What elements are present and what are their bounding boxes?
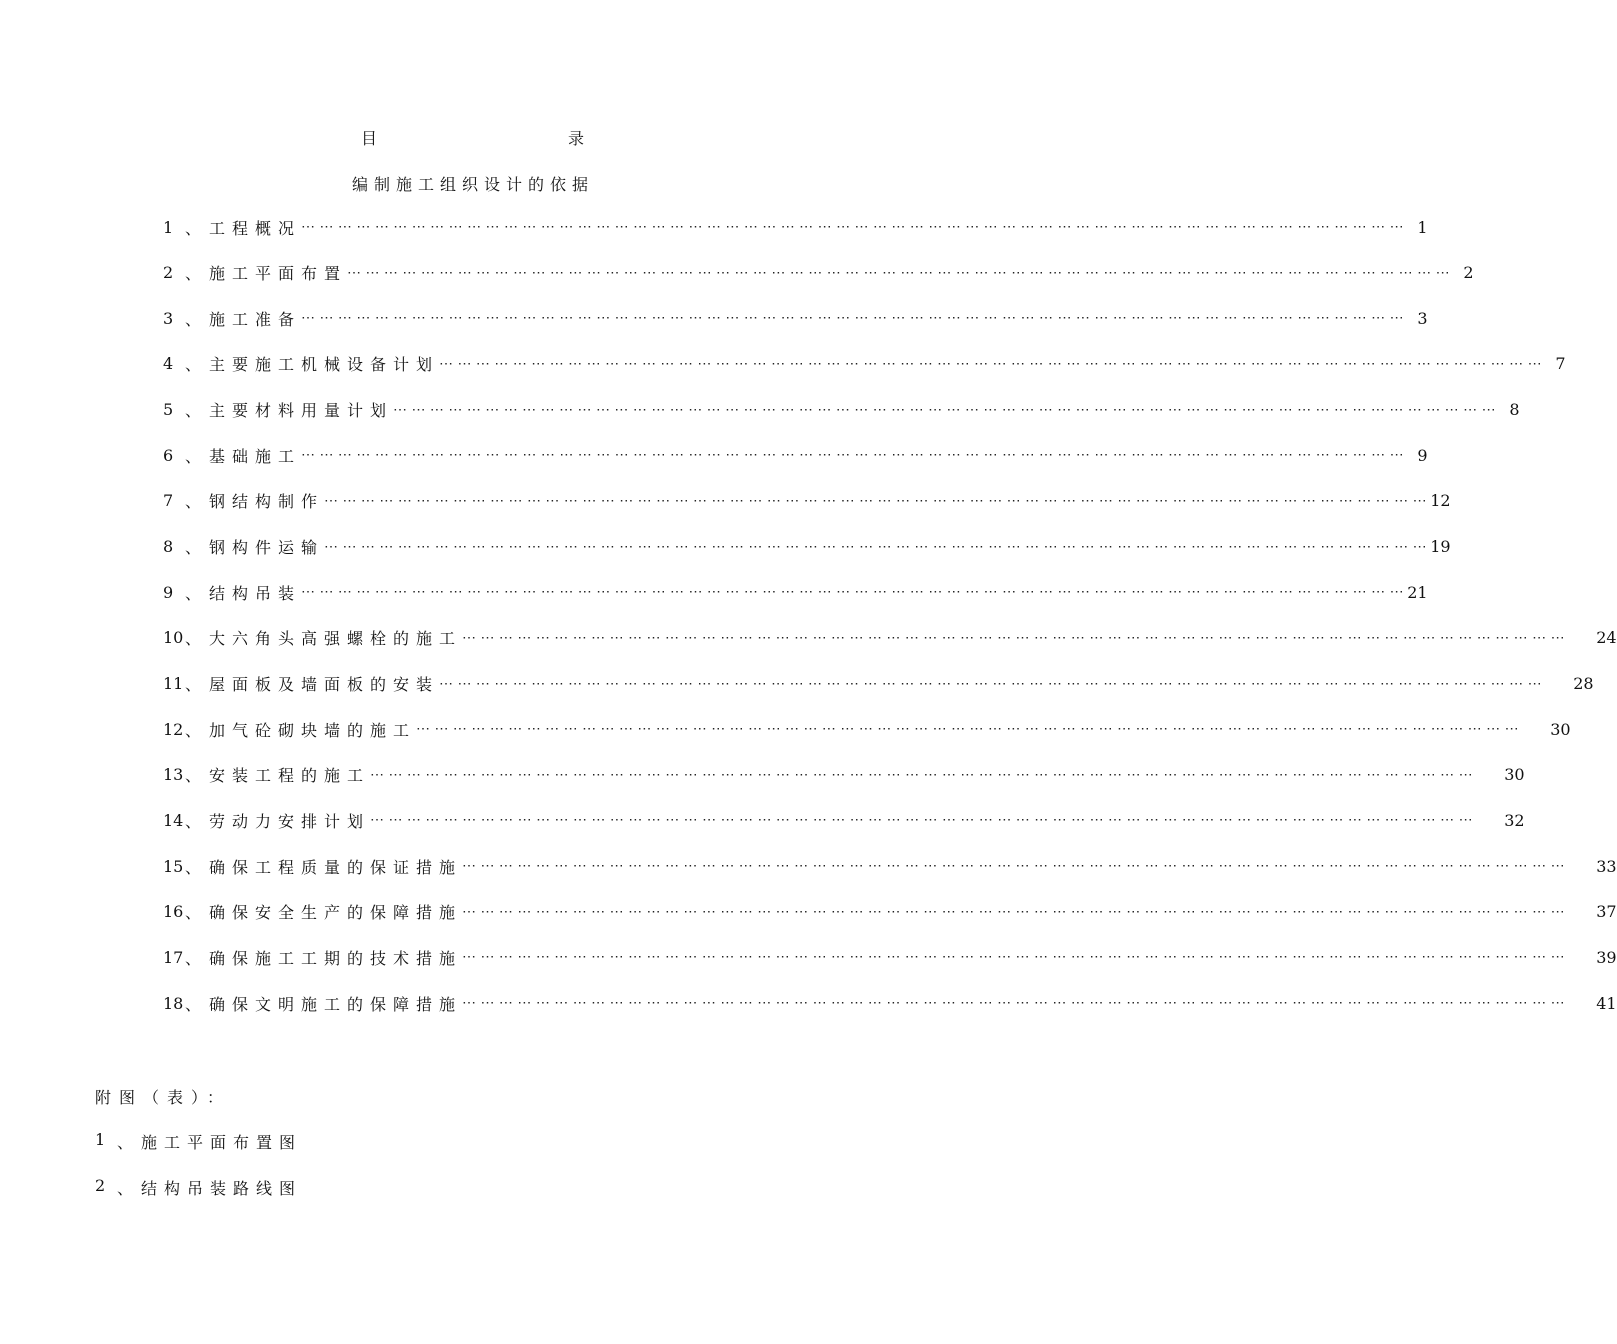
toc-entry-title: 确保文明施工的保障措施 xyxy=(209,994,463,1014)
toc-entry-title: 确保工程质量的保证措施 xyxy=(209,857,463,877)
toc-entry-page: 33 xyxy=(1596,856,1617,876)
toc-entry-separator: 、 xyxy=(185,355,202,375)
toc-entry xyxy=(163,489,1451,513)
toc-entry-page: 39 xyxy=(1596,947,1617,967)
toc-entry-number: 3 xyxy=(163,308,174,328)
toc-entry-separator: 、 xyxy=(185,583,202,603)
toc-dot-leader: ⋯ ⋯ ⋯ ⋯ ⋯ ⋯ ⋯ ⋯ ⋯ ⋯ ⋯ ⋯ ⋯ ⋯ ⋯ ⋯ ⋯ ⋯ ⋯ ⋯ ⋯ ⋯ ⋯ ⋯ ⋯ ⋯ ⋯ ⋯ ⋯ ⋯ ⋯ ⋯ ⋯ ⋯ ⋯ ⋯ ⋯ ⋯ ⋯ ⋯ ⋯ ⋯ ⋯ ⋯ ⋯ ⋯ ⋯ ⋯ ⋯ ⋯ ⋯ ⋯ ⋯ ⋯ ⋯ ⋯ ⋯ ⋯ ⋯ ⋯ xyxy=(370,812,1473,829)
toc-entry xyxy=(163,808,1525,832)
toc-entry-number: 9 xyxy=(163,582,174,602)
appendix-item xyxy=(95,1176,302,1199)
toc-entry-number: 8 xyxy=(163,537,174,557)
toc-entry-page: 3 xyxy=(1417,308,1428,328)
toc-entry-number: 4 xyxy=(163,354,174,374)
toc-dot-leader: ⋯ ⋯ ⋯ ⋯ ⋯ ⋯ ⋯ ⋯ ⋯ ⋯ ⋯ ⋯ ⋯ ⋯ ⋯ ⋯ ⋯ ⋯ ⋯ ⋯ ⋯ ⋯ ⋯ ⋯ ⋯ ⋯ ⋯ ⋯ ⋯ ⋯ ⋯ ⋯ ⋯ ⋯ ⋯ ⋯ ⋯ ⋯ ⋯ ⋯ ⋯ ⋯ ⋯ ⋯ ⋯ ⋯ ⋯ ⋯ ⋯ ⋯ ⋯ ⋯ ⋯ ⋯ ⋯ ⋯ ⋯ ⋯ ⋯ ⋯ xyxy=(462,995,1565,1012)
toc-entry xyxy=(163,672,1594,696)
toc-entry-page: 1 xyxy=(1417,217,1428,237)
toc-entry-title: 劳动力安排计划 xyxy=(209,811,371,831)
toc-entry-page: 19 xyxy=(1430,537,1451,557)
toc-entry xyxy=(163,991,1617,1015)
toc-dot-leader: ⋯ ⋯ ⋯ ⋯ ⋯ ⋯ ⋯ ⋯ ⋯ ⋯ ⋯ ⋯ ⋯ ⋯ ⋯ ⋯ ⋯ ⋯ ⋯ ⋯ ⋯ ⋯ ⋯ ⋯ ⋯ ⋯ ⋯ ⋯ ⋯ ⋯ ⋯ ⋯ ⋯ ⋯ ⋯ ⋯ ⋯ ⋯ ⋯ ⋯ ⋯ ⋯ ⋯ ⋯ ⋯ ⋯ ⋯ ⋯ ⋯ ⋯ ⋯ ⋯ ⋯ ⋯ ⋯ ⋯ ⋯ ⋯ ⋯ ⋯ xyxy=(462,903,1565,920)
toc-entry xyxy=(163,945,1617,969)
toc-subtitle: 编制施工组织设计的依据 xyxy=(351,175,594,194)
toc-entry xyxy=(163,215,1428,239)
toc-entry-separator: 、 xyxy=(185,811,202,831)
toc-dot-leader: ⋯ ⋯ ⋯ ⋯ ⋯ ⋯ ⋯ ⋯ ⋯ ⋯ ⋯ ⋯ ⋯ ⋯ ⋯ ⋯ ⋯ ⋯ ⋯ ⋯ ⋯ ⋯ ⋯ ⋯ ⋯ ⋯ ⋯ ⋯ ⋯ ⋯ ⋯ ⋯ ⋯ ⋯ ⋯ ⋯ ⋯ ⋯ ⋯ ⋯ ⋯ ⋯ ⋯ ⋯ ⋯ ⋯ ⋯ ⋯ ⋯ ⋯ ⋯ ⋯ ⋯ ⋯ ⋯ ⋯ ⋯ ⋯ ⋯ ⋯ xyxy=(347,264,1450,281)
appendix-item-title: 施工平面布置图 xyxy=(141,1133,303,1152)
toc-dot-leader: ⋯ ⋯ ⋯ ⋯ ⋯ ⋯ ⋯ ⋯ ⋯ ⋯ ⋯ ⋯ ⋯ ⋯ ⋯ ⋯ ⋯ ⋯ ⋯ ⋯ ⋯ ⋯ ⋯ ⋯ ⋯ ⋯ ⋯ ⋯ ⋯ ⋯ ⋯ ⋯ ⋯ ⋯ ⋯ ⋯ ⋯ ⋯ ⋯ ⋯ ⋯ ⋯ ⋯ ⋯ ⋯ ⋯ ⋯ ⋯ ⋯ ⋯ ⋯ ⋯ ⋯ ⋯ ⋯ ⋯ ⋯ ⋯ ⋯ ⋯ xyxy=(393,401,1496,418)
toc-entry-separator: 、 xyxy=(185,492,202,512)
toc-entry-number: 11 xyxy=(163,674,184,693)
toc-entry-page: 37 xyxy=(1596,902,1617,922)
appendix-item xyxy=(95,1130,302,1153)
toc-entry xyxy=(163,352,1566,376)
toc-entry-number: 10 xyxy=(163,628,184,648)
toc-entry-title: 主要材料用量计划 xyxy=(209,401,394,421)
toc-entry-number: 12 xyxy=(163,719,184,739)
appendix-item-separator: 、 xyxy=(117,1179,134,1198)
toc-entry-page: 8 xyxy=(1509,400,1520,420)
toc-entry xyxy=(163,717,1571,741)
toc-dot-leader: ⋯ ⋯ ⋯ ⋯ ⋯ ⋯ ⋯ ⋯ ⋯ ⋯ ⋯ ⋯ ⋯ ⋯ ⋯ ⋯ ⋯ ⋯ ⋯ ⋯ ⋯ ⋯ ⋯ ⋯ ⋯ ⋯ ⋯ ⋯ ⋯ ⋯ ⋯ ⋯ ⋯ ⋯ ⋯ ⋯ ⋯ ⋯ ⋯ ⋯ ⋯ ⋯ ⋯ ⋯ ⋯ ⋯ ⋯ ⋯ ⋯ ⋯ ⋯ ⋯ ⋯ ⋯ ⋯ ⋯ ⋯ ⋯ ⋯ ⋯ xyxy=(301,310,1404,327)
toc-entry-title: 施工平面布置 xyxy=(209,264,348,284)
toc-entry-separator: 、 xyxy=(185,994,202,1014)
title-char-left: 目 xyxy=(361,129,378,148)
toc-entry-number: 14 xyxy=(163,810,184,830)
toc-entry-number: 15 xyxy=(163,856,184,876)
toc-entry-number: 17 xyxy=(163,947,184,967)
appendix-item-number: 2 xyxy=(95,1176,106,1195)
toc-entry xyxy=(163,626,1617,650)
appendix-item-number: 1 xyxy=(95,1130,106,1149)
toc-dot-leader: ⋯ ⋯ ⋯ ⋯ ⋯ ⋯ ⋯ ⋯ ⋯ ⋯ ⋯ ⋯ ⋯ ⋯ ⋯ ⋯ ⋯ ⋯ ⋯ ⋯ ⋯ ⋯ ⋯ ⋯ ⋯ ⋯ ⋯ ⋯ ⋯ ⋯ ⋯ ⋯ ⋯ ⋯ ⋯ ⋯ ⋯ ⋯ ⋯ ⋯ ⋯ ⋯ ⋯ ⋯ ⋯ ⋯ ⋯ ⋯ ⋯ ⋯ ⋯ ⋯ ⋯ ⋯ ⋯ ⋯ ⋯ ⋯ ⋯ ⋯ xyxy=(462,629,1565,646)
toc-entry-separator: 、 xyxy=(185,446,202,466)
toc-dot-leader: ⋯ ⋯ ⋯ ⋯ ⋯ ⋯ ⋯ ⋯ ⋯ ⋯ ⋯ ⋯ ⋯ ⋯ ⋯ ⋯ ⋯ ⋯ ⋯ ⋯ ⋯ ⋯ ⋯ ⋯ ⋯ ⋯ ⋯ ⋯ ⋯ ⋯ ⋯ ⋯ ⋯ ⋯ ⋯ ⋯ ⋯ ⋯ ⋯ ⋯ ⋯ ⋯ ⋯ ⋯ ⋯ ⋯ ⋯ ⋯ ⋯ ⋯ ⋯ ⋯ ⋯ ⋯ ⋯ ⋯ ⋯ ⋯ ⋯ ⋯ xyxy=(301,447,1404,464)
appendix-heading: 附图（表）： xyxy=(95,1088,232,1107)
toc-entry-separator: 、 xyxy=(185,720,202,740)
toc-entry-separator: 、 xyxy=(185,218,202,238)
toc-entry-separator: 、 xyxy=(185,948,202,968)
toc-entry-page: 41 xyxy=(1596,993,1617,1013)
title-char-right: 录 xyxy=(568,129,585,148)
toc-dot-leader: ⋯ ⋯ ⋯ ⋯ ⋯ ⋯ ⋯ ⋯ ⋯ ⋯ ⋯ ⋯ ⋯ ⋯ ⋯ ⋯ ⋯ ⋯ ⋯ ⋯ ⋯ ⋯ ⋯ ⋯ ⋯ ⋯ ⋯ ⋯ ⋯ ⋯ ⋯ ⋯ ⋯ ⋯ ⋯ ⋯ ⋯ ⋯ ⋯ ⋯ ⋯ ⋯ ⋯ ⋯ ⋯ ⋯ ⋯ ⋯ ⋯ ⋯ ⋯ ⋯ ⋯ ⋯ ⋯ ⋯ ⋯ ⋯ ⋯ ⋯ xyxy=(324,538,1427,555)
toc-entry-separator: 、 xyxy=(185,538,202,558)
toc-dot-leader: ⋯ ⋯ ⋯ ⋯ ⋯ ⋯ ⋯ ⋯ ⋯ ⋯ ⋯ ⋯ ⋯ ⋯ ⋯ ⋯ ⋯ ⋯ ⋯ ⋯ ⋯ ⋯ ⋯ ⋯ ⋯ ⋯ ⋯ ⋯ ⋯ ⋯ ⋯ ⋯ ⋯ ⋯ ⋯ ⋯ ⋯ ⋯ ⋯ ⋯ ⋯ ⋯ ⋯ ⋯ ⋯ ⋯ ⋯ ⋯ ⋯ ⋯ ⋯ ⋯ ⋯ ⋯ ⋯ ⋯ ⋯ ⋯ ⋯ ⋯ xyxy=(439,355,1542,372)
toc-entry-page: 9 xyxy=(1417,445,1428,465)
toc-entry xyxy=(163,763,1525,787)
toc-entry-separator: 、 xyxy=(185,629,202,649)
toc-dot-leader: ⋯ ⋯ ⋯ ⋯ ⋯ ⋯ ⋯ ⋯ ⋯ ⋯ ⋯ ⋯ ⋯ ⋯ ⋯ ⋯ ⋯ ⋯ ⋯ ⋯ ⋯ ⋯ ⋯ ⋯ ⋯ ⋯ ⋯ ⋯ ⋯ ⋯ ⋯ ⋯ ⋯ ⋯ ⋯ ⋯ ⋯ ⋯ ⋯ ⋯ ⋯ ⋯ ⋯ ⋯ ⋯ ⋯ ⋯ ⋯ ⋯ ⋯ ⋯ ⋯ ⋯ ⋯ ⋯ ⋯ ⋯ ⋯ ⋯ ⋯ xyxy=(439,675,1542,692)
toc-entry xyxy=(163,443,1428,467)
toc-entry-title: 施工准备 xyxy=(209,309,302,329)
toc-entry-number: 16 xyxy=(163,902,184,922)
toc-entry-number: 7 xyxy=(163,491,174,511)
appendix-item-title: 结构吊装路线图 xyxy=(141,1179,303,1198)
toc-dot-leader: ⋯ ⋯ ⋯ ⋯ ⋯ ⋯ ⋯ ⋯ ⋯ ⋯ ⋯ ⋯ ⋯ ⋯ ⋯ ⋯ ⋯ ⋯ ⋯ ⋯ ⋯ ⋯ ⋯ ⋯ ⋯ ⋯ ⋯ ⋯ ⋯ ⋯ ⋯ ⋯ ⋯ ⋯ ⋯ ⋯ ⋯ ⋯ ⋯ ⋯ ⋯ ⋯ ⋯ ⋯ ⋯ ⋯ ⋯ ⋯ ⋯ ⋯ ⋯ ⋯ ⋯ ⋯ ⋯ ⋯ ⋯ ⋯ ⋯ ⋯ xyxy=(301,584,1404,601)
toc-entry-title: 确保安全生产的保障措施 xyxy=(209,903,463,923)
toc-entry xyxy=(163,306,1428,330)
toc-dot-leader: ⋯ ⋯ ⋯ ⋯ ⋯ ⋯ ⋯ ⋯ ⋯ ⋯ ⋯ ⋯ ⋯ ⋯ ⋯ ⋯ ⋯ ⋯ ⋯ ⋯ ⋯ ⋯ ⋯ ⋯ ⋯ ⋯ ⋯ ⋯ ⋯ ⋯ ⋯ ⋯ ⋯ ⋯ ⋯ ⋯ ⋯ ⋯ ⋯ ⋯ ⋯ ⋯ ⋯ ⋯ ⋯ ⋯ ⋯ ⋯ ⋯ ⋯ ⋯ ⋯ ⋯ ⋯ ⋯ ⋯ ⋯ ⋯ ⋯ ⋯ xyxy=(462,949,1565,966)
toc-entry-separator: 、 xyxy=(185,401,202,421)
toc-entry-page: 12 xyxy=(1430,491,1451,511)
toc-entry-page: 30 xyxy=(1550,719,1571,739)
toc-entry-title: 钢结构制作 xyxy=(209,492,325,512)
toc-entry-title: 工程概况 xyxy=(209,218,302,238)
toc-entry-page: 2 xyxy=(1463,263,1474,283)
toc-entry xyxy=(163,261,1474,285)
toc-entry xyxy=(163,580,1428,604)
toc-entry xyxy=(163,854,1617,878)
toc-entry-separator: 、 xyxy=(185,903,202,923)
toc-entry-title: 结构吊装 xyxy=(209,583,302,603)
toc-entry xyxy=(163,398,1520,422)
toc-entry-page: 30 xyxy=(1504,765,1525,785)
toc-entry-page: 28 xyxy=(1573,674,1594,693)
toc-entry-page: 21 xyxy=(1407,582,1428,602)
toc-entry-title: 加气砼砌块墙的施工 xyxy=(209,720,417,740)
toc-entry-title: 确保施工工期的技术措施 xyxy=(209,948,463,968)
toc-entry-title: 安装工程的施工 xyxy=(209,766,371,786)
toc-entry xyxy=(163,535,1451,559)
toc-entry-number: 18 xyxy=(163,993,184,1013)
toc-entry-number: 13 xyxy=(163,765,184,785)
toc-entry-number: 1 xyxy=(163,217,174,237)
toc-entry-separator: 、 xyxy=(185,309,202,329)
toc-entry-title: 屋面板及墙面板的安装 xyxy=(209,675,440,694)
toc-entry-page: 24 xyxy=(1596,628,1617,648)
toc-entry-title: 主要施工机械设备计划 xyxy=(209,355,440,375)
toc-entry-separator: 、 xyxy=(185,857,202,877)
toc-entry-separator: 、 xyxy=(185,264,202,284)
toc-entry xyxy=(163,900,1617,924)
toc-entry-number: 6 xyxy=(163,445,174,465)
toc-entry-title: 钢构件运输 xyxy=(209,538,325,558)
toc-entry-number: 5 xyxy=(163,400,174,420)
appendix-item-separator: 、 xyxy=(117,1133,134,1152)
toc-entry-separator: 、 xyxy=(185,766,202,786)
toc-dot-leader: ⋯ ⋯ ⋯ ⋯ ⋯ ⋯ ⋯ ⋯ ⋯ ⋯ ⋯ ⋯ ⋯ ⋯ ⋯ ⋯ ⋯ ⋯ ⋯ ⋯ ⋯ ⋯ ⋯ ⋯ ⋯ ⋯ ⋯ ⋯ ⋯ ⋯ ⋯ ⋯ ⋯ ⋯ ⋯ ⋯ ⋯ ⋯ ⋯ ⋯ ⋯ ⋯ ⋯ ⋯ ⋯ ⋯ ⋯ ⋯ ⋯ ⋯ ⋯ ⋯ ⋯ ⋯ ⋯ ⋯ ⋯ ⋯ ⋯ ⋯ xyxy=(324,492,1427,509)
toc-dot-leader: ⋯ ⋯ ⋯ ⋯ ⋯ ⋯ ⋯ ⋯ ⋯ ⋯ ⋯ ⋯ ⋯ ⋯ ⋯ ⋯ ⋯ ⋯ ⋯ ⋯ ⋯ ⋯ ⋯ ⋯ ⋯ ⋯ ⋯ ⋯ ⋯ ⋯ ⋯ ⋯ ⋯ ⋯ ⋯ ⋯ ⋯ ⋯ ⋯ ⋯ ⋯ ⋯ ⋯ ⋯ ⋯ ⋯ ⋯ ⋯ ⋯ ⋯ ⋯ ⋯ ⋯ ⋯ ⋯ ⋯ ⋯ ⋯ ⋯ ⋯ xyxy=(462,858,1565,875)
toc-entry-page: 32 xyxy=(1504,810,1525,830)
toc-entry-title: 基础施工 xyxy=(209,446,302,466)
toc-entry-page: 7 xyxy=(1555,354,1566,374)
toc-entry-title: 大六角头高强螺栓的施工 xyxy=(209,629,463,649)
toc-dot-leader: ⋯ ⋯ ⋯ ⋯ ⋯ ⋯ ⋯ ⋯ ⋯ ⋯ ⋯ ⋯ ⋯ ⋯ ⋯ ⋯ ⋯ ⋯ ⋯ ⋯ ⋯ ⋯ ⋯ ⋯ ⋯ ⋯ ⋯ ⋯ ⋯ ⋯ ⋯ ⋯ ⋯ ⋯ ⋯ ⋯ ⋯ ⋯ ⋯ ⋯ ⋯ ⋯ ⋯ ⋯ ⋯ ⋯ ⋯ ⋯ ⋯ ⋯ ⋯ ⋯ ⋯ ⋯ ⋯ ⋯ ⋯ ⋯ ⋯ ⋯ xyxy=(301,219,1404,235)
toc-dot-leader: ⋯ ⋯ ⋯ ⋯ ⋯ ⋯ ⋯ ⋯ ⋯ ⋯ ⋯ ⋯ ⋯ ⋯ ⋯ ⋯ ⋯ ⋯ ⋯ ⋯ ⋯ ⋯ ⋯ ⋯ ⋯ ⋯ ⋯ ⋯ ⋯ ⋯ ⋯ ⋯ ⋯ ⋯ ⋯ ⋯ ⋯ ⋯ ⋯ ⋯ ⋯ ⋯ ⋯ ⋯ ⋯ ⋯ ⋯ ⋯ ⋯ ⋯ ⋯ ⋯ ⋯ ⋯ ⋯ ⋯ ⋯ ⋯ ⋯ ⋯ xyxy=(370,766,1473,783)
toc-dot-leader: ⋯ ⋯ ⋯ ⋯ ⋯ ⋯ ⋯ ⋯ ⋯ ⋯ ⋯ ⋯ ⋯ ⋯ ⋯ ⋯ ⋯ ⋯ ⋯ ⋯ ⋯ ⋯ ⋯ ⋯ ⋯ ⋯ ⋯ ⋯ ⋯ ⋯ ⋯ ⋯ ⋯ ⋯ ⋯ ⋯ ⋯ ⋯ ⋯ ⋯ ⋯ ⋯ ⋯ ⋯ ⋯ ⋯ ⋯ ⋯ ⋯ ⋯ ⋯ ⋯ ⋯ ⋯ ⋯ ⋯ ⋯ ⋯ ⋯ ⋯ xyxy=(416,721,1519,738)
toc-entry-separator: 、 xyxy=(185,675,202,694)
toc-entry-number: 2 xyxy=(163,263,174,283)
